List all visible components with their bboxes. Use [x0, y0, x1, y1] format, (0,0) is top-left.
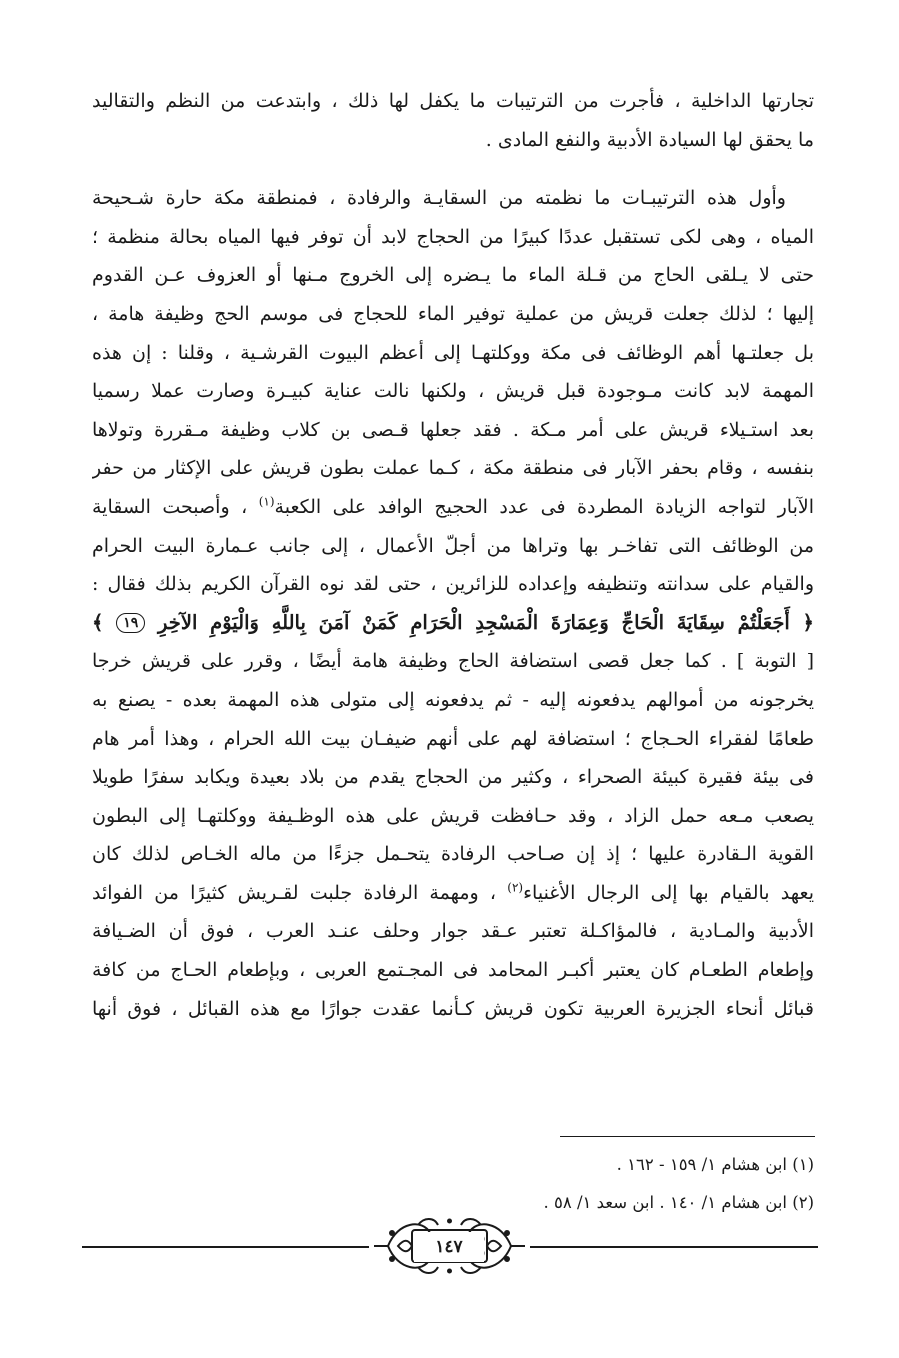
text-line: بعد استـيلاء قريش على أمر مـكة . فقد جعلها قـصى بن كلاب وظيفة مـقررة وتولاها: [92, 418, 814, 441]
text-line: من الوظائف التى تفاخـر بها وتراها من أجلّ الأعمال ، إلى جانب عـمارة البيت الحرام: [92, 534, 814, 557]
text-line: [ التوبة ] . كما جعل قصى استضافة الحاج وظيفة هامة أيضًا ، وقرر على قريش خرجا: [92, 650, 814, 673]
text-line: بنفسه ، وقام بحفر الآبار فى منطقة مكة ، كـما عملت بطون قريش على الإكثار من حفر: [92, 457, 814, 480]
body-text: [92, 82, 814, 1028]
text-line: المهمة لابد كانت مـوجودة قبل قريش ، ولكنها نالت عناية كبيـرة وصارت عملا رسميا: [92, 380, 814, 403]
text-line: بل جعلتـها أهم الوظائف فى مكة ووكلتهـا إلى أعظم البيوت القرشـية ، وقلنا : إن هذه: [92, 341, 814, 364]
text-line: قبائل أنحاء الجزيرة العربية تكون قريش كـأنما عقدت جوارًا مع هذه القبائل ، فوق أنها: [92, 997, 814, 1020]
text-line: القوية الـقادرة عليها ؛ إذ إن صـاحب الرفادة يتحـمل جزءًا من ماله الخـاص لذلك كان: [92, 843, 814, 866]
text-line: ما يحقق لها السيادة الأدبية والنفع المادى .: [485, 128, 814, 151]
footnote-2: (٢) ابن هشام ١/ ١٤٠ . ابن سعد ١/ ٥٨ .: [543, 1193, 814, 1212]
text-line: فى بيئة فقيرة كبيئة الصحراء ، وكثير من الحجاج يقدم من بلاد بعيدة ويكابد سفرًا طويلا: [92, 766, 814, 789]
footer-rule-right: [530, 1246, 818, 1248]
line-text: يعهد بالقيام بها إلى الرجال الأغنياء: [523, 881, 814, 904]
footnotes: [92, 1146, 814, 1222]
text-line: طعامًا لفقراء الحـجاج ؛ استضافة لهم على أنهم ضيفـان بيت الله الحرام ، وهذا أمر هام: [92, 727, 814, 750]
text-line: [92, 488, 814, 527]
text-line: وإطعام الطعـام كان يعتبر أكبـر المحامد فى المجـتمع العربى ، وبإطعام الحـاج من كافة: [92, 959, 814, 982]
paragraph: [92, 179, 814, 1028]
verse-close-bracket: ﴾: [92, 610, 104, 634]
footer-rule-left: [82, 1246, 369, 1248]
line-text: ، وأصبحت السقاية: [92, 495, 248, 518]
text-line: يخرجونه من أموالهم يدفعونه إليه - ثم يدفعونه إلى متولى هذه المهمة بعده - يصنع به: [92, 688, 814, 711]
paragraph: [92, 82, 814, 159]
line-text: ، ومهمة الرفادة جلبت لقـريش كثيرًا من الفوائد: [92, 881, 497, 904]
text-line: حتى لا يـلقى الحاج من قـلة الماء ما يـضره إلى الخروج مـنها أو العزوف عـن القدوم: [92, 264, 814, 287]
footnote-separator: [560, 1136, 815, 1137]
line-text: الآبار لتواجه الزيادة المطردة فى عدد الحجيج الوافد على الكعبة: [274, 495, 814, 518]
text-line: والقيام على سدانته وتنظيفه وإعداده للزائرين ، حتى لقد نوه القرآن الكريم بذلك فقال :: [92, 573, 814, 596]
quran-verse-line: [92, 604, 814, 643]
footnote-1: (١) ابن هشام ١/ ١٥٩ - ١٦٢ .: [616, 1155, 814, 1174]
text-line: [92, 874, 814, 913]
text-line: إليها ؛ لذلك جعلت قريش من عملية توفير الماء للحجاج فى موسم الحج وظيفة هامة ،: [92, 302, 814, 325]
text-line: تجارتها الداخلية ، فأجرت من الترتيبات ما يكفل لها ذلك ، وابتدعت من النظم والتقاليد: [92, 90, 814, 112]
verse-text: ﴿ أَجَعَلْتُمْ سِقَايَةَ الْحَاجِّ وَعِمَارَةَ الْمَسْجِدِ الْحَرَامِ كَمَنْ آمَنَ بِاللَّهِ وَالْيَوْمِ الآخِرِ: [158, 610, 814, 634]
text-line: وأول هذه الترتيبـات ما نظمته من السقايـة والرفادة ، فمنطقة مكة حارة شـحيحة: [92, 187, 786, 210]
verse-number-badge: ١٩: [116, 613, 145, 633]
footnote-ref-1[interactable]: (١): [258, 494, 275, 509]
text-line: المياه ، وهى لكى تستقبل عددًا كبيرًا من الحجاج لابد أن توفر فيها المياه بحالة منظمة ؛: [92, 225, 814, 248]
text-line: يصعب مـعه حمل الزاد ، وقد حـافظت قريش على هذه الوظـيفة ووكلتهـا إلى البطون: [92, 804, 814, 827]
page-number: ١٤٧: [414, 1232, 484, 1262]
footnote-ref-2[interactable]: (٢): [507, 880, 524, 895]
text-line: الأدبية والمـادية ، فالمؤاكـلة تعتبر عـقد جوار وحلف عنـد العرب ، فوق أن الضـيافة: [92, 920, 814, 943]
